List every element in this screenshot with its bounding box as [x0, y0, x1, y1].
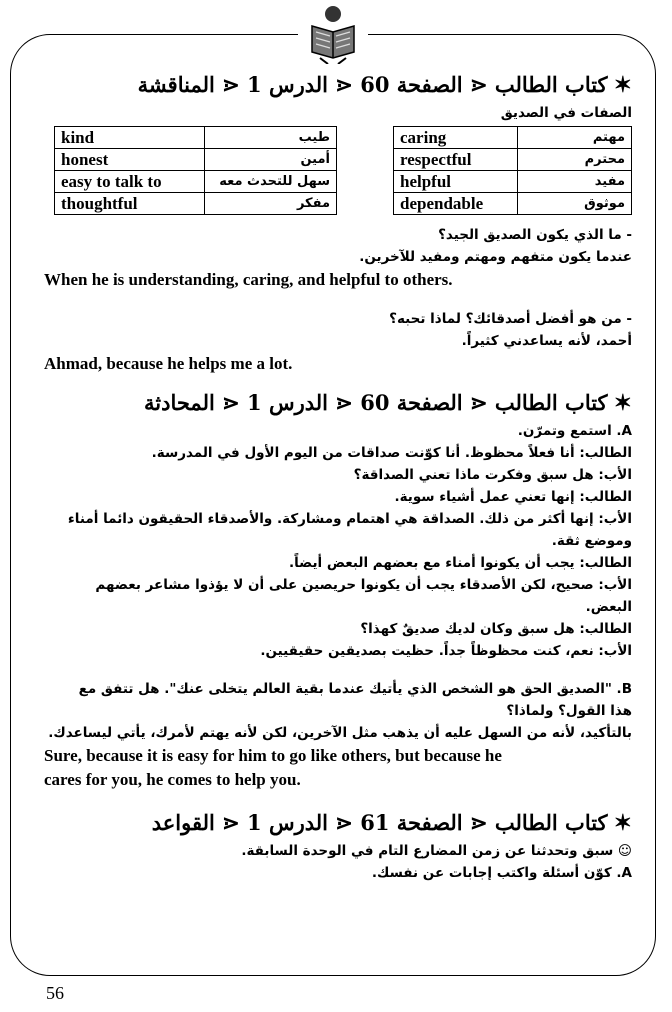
section-heading-conversation: ✶كتاب الطالب ⋖ الصفحة 60 ⋖ الدرس 1 ⋖ المحادثة: [144, 390, 632, 416]
question-1: - ما الذي يكون الصديق الجيد؟: [438, 227, 632, 243]
dialogue-line: الطالب: يجب أن يكونوا أمناء مع بعضهم البعض أيضاً.: [288, 555, 632, 571]
table-row: kind طيب: [55, 127, 337, 149]
table-row: helpful مفيد: [394, 171, 632, 193]
reading-student-logo: [298, 2, 368, 64]
dialogue-line: الأب: هل سبق وفكرت ماذا تعني الصداقة؟: [353, 467, 632, 483]
table-row: thoughtful مفكر: [55, 193, 337, 215]
quote-question-line-1: B. "الصديق الحق هو الشخص الذي يأتيك عندما بقية العالم يتخلى عنك". هل تتفق مع: [78, 681, 632, 697]
page-number: 56: [46, 983, 64, 1003]
answer-2-english: Ahmad, because he helps me a lot.: [44, 354, 293, 373]
table-row: respectful محترم: [394, 149, 632, 171]
grammar-intro: ☺ سبق وتحدثنا عن زمن المضارع التام في الوحدة السابقة.: [241, 843, 632, 859]
table-row: caring مهتم: [394, 127, 632, 149]
quote-question-line-2: هذا القول؟ ولماذا؟: [506, 703, 632, 719]
dialogue-line: الأب: إنها أكثر من ذلك. الصداقة هي اهتمام ومشاركة. والأصدقاء الحقيقون دائما أمناء: [67, 511, 632, 527]
dialogue-line: البعض.: [585, 599, 632, 615]
star-icon: ✶: [613, 390, 632, 416]
star-icon: ✶: [613, 810, 632, 836]
dialogue-line: A. استمع وتمرّن.: [517, 423, 632, 439]
page-content: [44, 64, 632, 884]
dialogue-line: الطالب: إنها تعني عمل أشياء سوية.: [394, 489, 632, 505]
friend-qualities-subtitle: الصفات في الصديق: [500, 105, 632, 121]
table-row: honest أمين: [55, 149, 337, 171]
section-heading-discussion: ✶كتاب الطالب ⋖ الصفحة 60 ⋖ الدرس 1 ⋖ المناقشة: [137, 72, 632, 98]
table-row: easy to talk to سهل للتحدث معه: [55, 171, 337, 193]
answer-1-arabic: عندما يكون متفهم ومهتم ومفيد للآخرين.: [359, 249, 632, 265]
section-heading-grammar: ✶كتاب الطالب ⋖ الصفحة 61 ⋖ الدرس 1 ⋖ القواعد: [151, 810, 632, 836]
dialogue-line: الطالب: هل سبق وكان لديك صديقٌ كهذا؟: [360, 621, 632, 637]
quote-answer-english-1: Sure, because it is easy for him to go like others, but because he: [44, 746, 502, 765]
star-icon: ✶: [613, 72, 632, 98]
answer-2-arabic: أحمد، لأنه يساعدني كثيراً.: [461, 333, 632, 349]
vocabulary-table-right: [393, 126, 632, 215]
question-2: - من هو أفضل أصدقائك؟ لماذا تحبه؟: [389, 311, 632, 327]
answer-1-english: When he is understanding, caring, and helpful to others.: [44, 270, 453, 289]
grammar-task-a: A. كوّن أسئلة واكتب إجابات عن نفسك.: [371, 865, 632, 881]
dialogue-line: الطالب: أنا فعلاً محظوظ. أنا كوّنت صداقات من اليوم الأول في المدرسة.: [151, 445, 632, 461]
dialogue-line: وموضع ثقة.: [551, 533, 632, 549]
vocabulary-table-left: [54, 126, 337, 215]
quote-answer-english-2: cares for you, he comes to help you.: [44, 770, 301, 789]
vocabulary-tables: [44, 126, 632, 224]
dialogue-line: الأب: نعم، كنت محظوظاً جداً. حظيت بصديقين حقيقيين.: [260, 643, 632, 659]
table-row: dependable موثوق: [394, 193, 632, 215]
quote-answer-arabic: بالتأكيد، لأنه من السهل عليه أن يذهب مثل الآخرين، لكن لأنه يهتم لأمرك، يأتي ليساعدك.: [48, 725, 632, 741]
dialogue-line: الأب: صحيح، لكن الأصدقاء يجب أن يكونوا حريصين على أن لا يؤذوا مشاعر بعضهم: [95, 577, 632, 593]
